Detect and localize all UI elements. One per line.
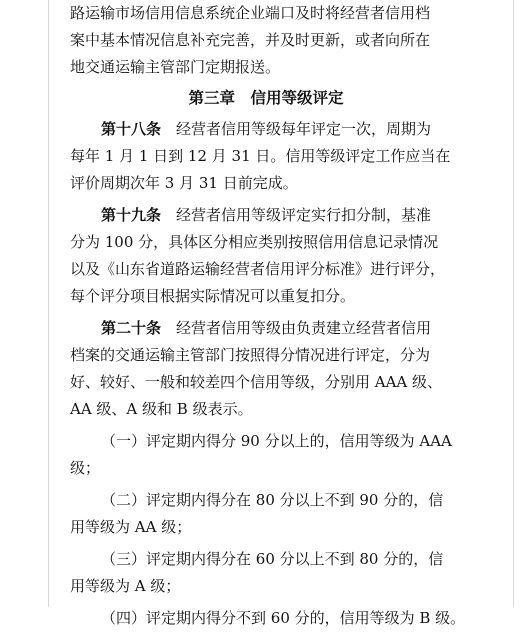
text-line: 评价周期次年 3 月 31 日前完成。 (70, 174, 298, 192)
continuation-paragraph (70, 0, 462, 81)
item-first-line: （二）评定期内得分在 80 分以上不到 90 分的，信 (101, 491, 444, 509)
article-first-line (70, 116, 462, 143)
item-first-line: （四）评定期内得分不到 60 分的，信用等级为 B 级。 (101, 609, 466, 627)
item-continuation-line: 用等级为 A 级； (70, 577, 181, 595)
document-page (70, 0, 466, 632)
article-20 (70, 315, 462, 423)
page-right-margin-rule (513, 0, 514, 607)
grade-item-3 (70, 546, 462, 600)
article-text: 经营者信用等级每年评定一次，周期为 (176, 120, 432, 138)
grade-item-2 (70, 487, 462, 541)
text-line: 好、较好、一般和较差四个信用等级，分别用 AAA 级、 (70, 373, 443, 391)
article-first-line (70, 202, 462, 229)
grade-item-1 (70, 428, 462, 482)
page-left-margin-rule (48, 0, 49, 607)
item-continuation-line: 用等级为 AA 级； (70, 518, 192, 536)
article-number: 第十九条 (101, 206, 162, 224)
item-continuation-line: 级； (70, 459, 101, 477)
article-number: 第十八条 (101, 120, 162, 138)
text-line: 每个评分项目根据实际情况可以重复扣分。 (70, 287, 356, 305)
article-number: 第二十条 (101, 319, 162, 337)
item-first-line: （一）评定期内得分 90 分以上的，信用等级为 AAA (101, 432, 452, 450)
chapter-title: 第三章 信用等级评定 (188, 88, 344, 107)
article-text: 经营者信用等级评定实行扣分制，基准 (176, 206, 432, 224)
grade-item-4 (70, 605, 466, 632)
article-18 (70, 116, 462, 197)
text-line: 档案的交通运输主管部门按照得分情况进行评定，分为 (70, 346, 431, 364)
article-first-line (70, 315, 462, 342)
text-line: 分为 100 分，具体区分相应类别按照信用信息记录情况 (70, 233, 439, 251)
article-text: 经营者信用等级由负责建立经营者信用 (176, 319, 432, 337)
text-line: 案中基本情况信息补充完善，并及时更新，或者向所在 (70, 31, 431, 49)
text-line: 以及《山东省道路运输经营者信用评分标准》进行评分， (70, 260, 446, 278)
text-line: AA 级、A 级和 B 级表示。 (70, 400, 253, 418)
item-first-line: （三）评定期内得分在 60 分以上不到 80 分的，信 (101, 550, 444, 568)
text-line: 每年 1 月 1 日到 12 月 31 日。信用等级评定工作应当在 (70, 147, 451, 165)
text-line: 路运输市场信用信息系统企业端口及时将经营者信用档 (70, 4, 431, 22)
article-19 (70, 202, 462, 310)
text-line: 地交通运输主管部门定期报送。 (70, 58, 281, 76)
